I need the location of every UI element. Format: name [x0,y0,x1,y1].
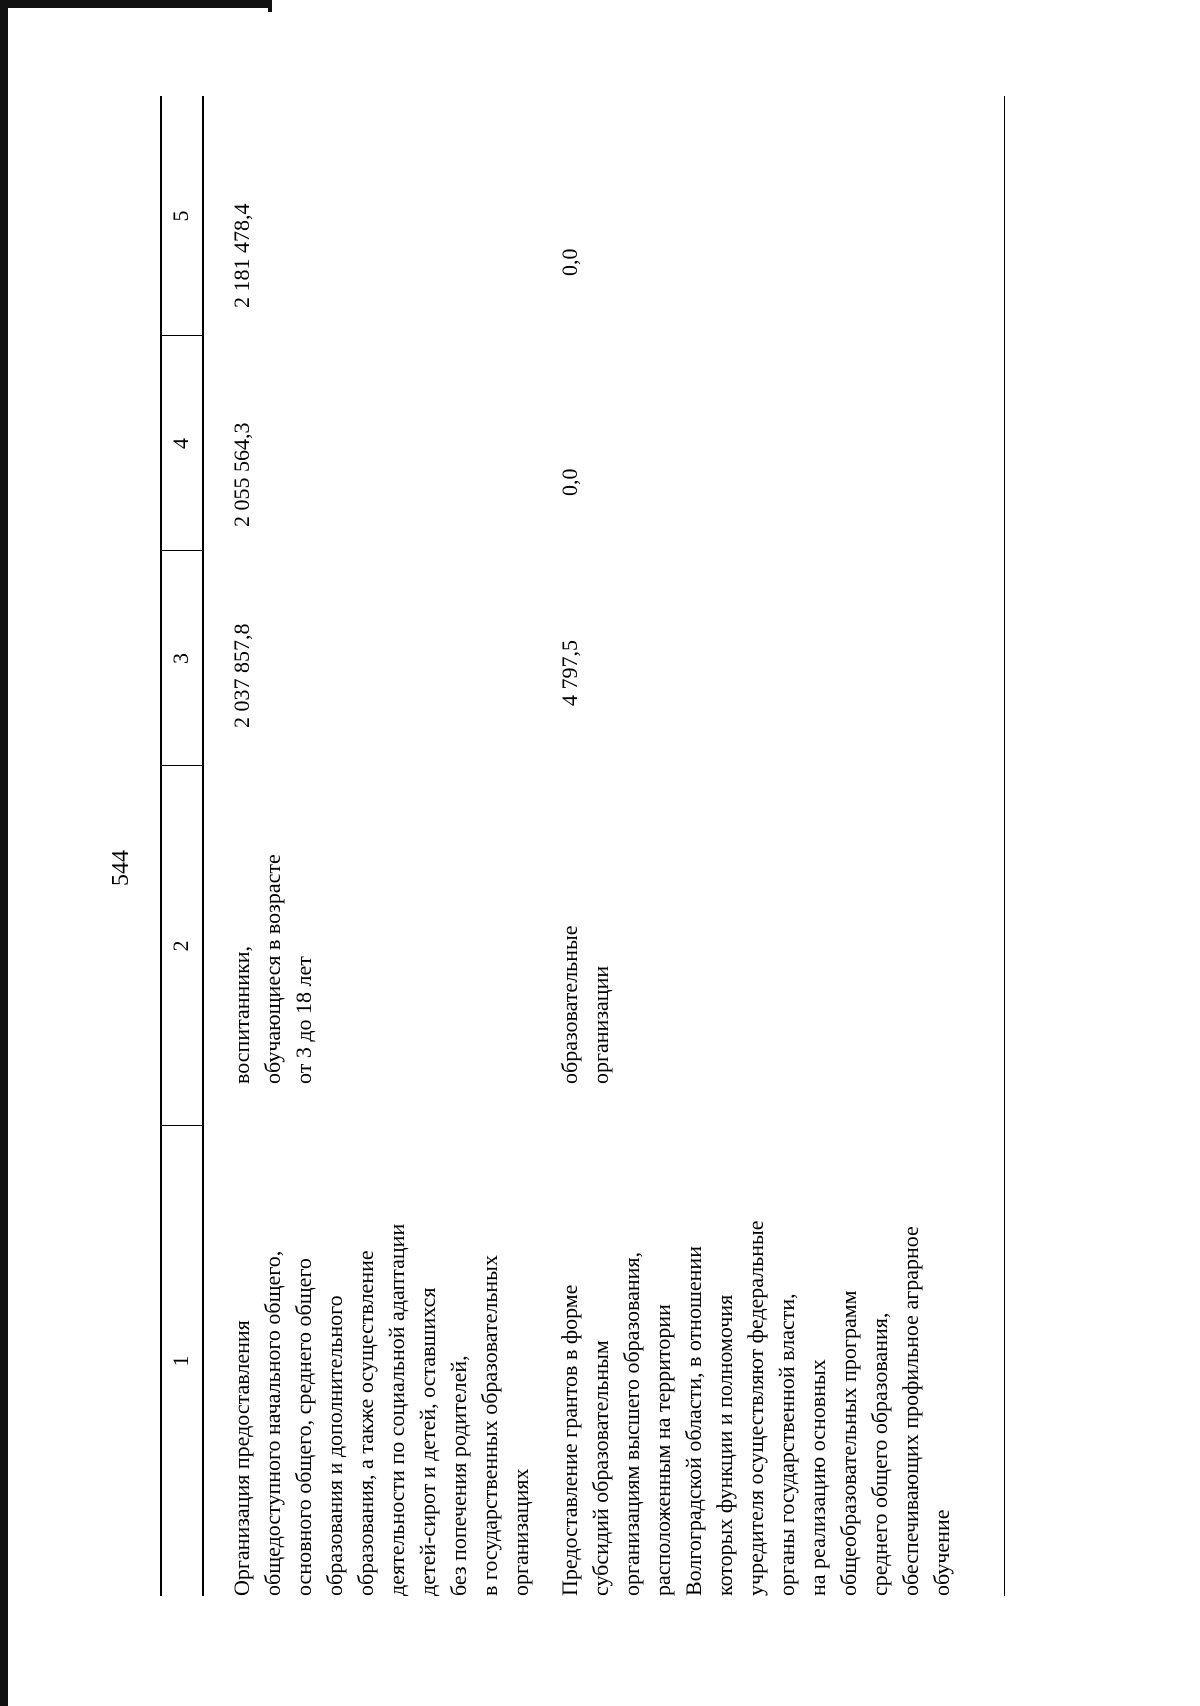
row-2-col-3: 4 797,5 [557,640,582,706]
row-1-col-3: 2 037 857,8 [229,623,254,728]
table-row [554,96,1004,1596]
header-col-2: 2 [168,940,193,952]
row-1-col-4: 2 055 564,3 [229,422,254,527]
row-2-col-5: 0,0 [557,248,582,276]
budget-table [160,96,1005,1596]
table-row [204,96,554,1596]
header-col-3: 3 [168,653,193,664]
row-1-col-2: воспитанники, обучающиеся в возрасте от 3 до 18 лет [229,854,316,1084]
header-col-4: 4 [168,438,193,449]
page-number: 544 [108,850,134,886]
header-col-1: 1 [168,1355,193,1367]
table-header-row [162,96,204,1596]
row-2-col-1: Предоставление грантов в форме субсидий образовательным организациям высшего образования, расположенным на территории Волгоградской области, в отношении которых функции и полномочия учредителя осуществляют федеральные органы государственной власти, на реализацию основных общеобразовательных программ среднего общего образования, обеспечивающих профильное аграрное обучение [557,1220,954,1596]
row-2-col-2: образовательные организации [557,925,613,1084]
row-1-col-5: 2 181 478,4 [229,203,254,308]
row-1-col-1: Организация предоставления общедоступного начального общего, основного общего, среднего общего образования и дополнительного образования, а также осуществление деятельности по социальной адаптации детей-сирот и детей, оставшихся без попечения родителей, в государственных образовательных организациях [229,1223,533,1596]
row-2-col-4: 0,0 [557,468,582,496]
header-col-5: 5 [168,210,193,222]
